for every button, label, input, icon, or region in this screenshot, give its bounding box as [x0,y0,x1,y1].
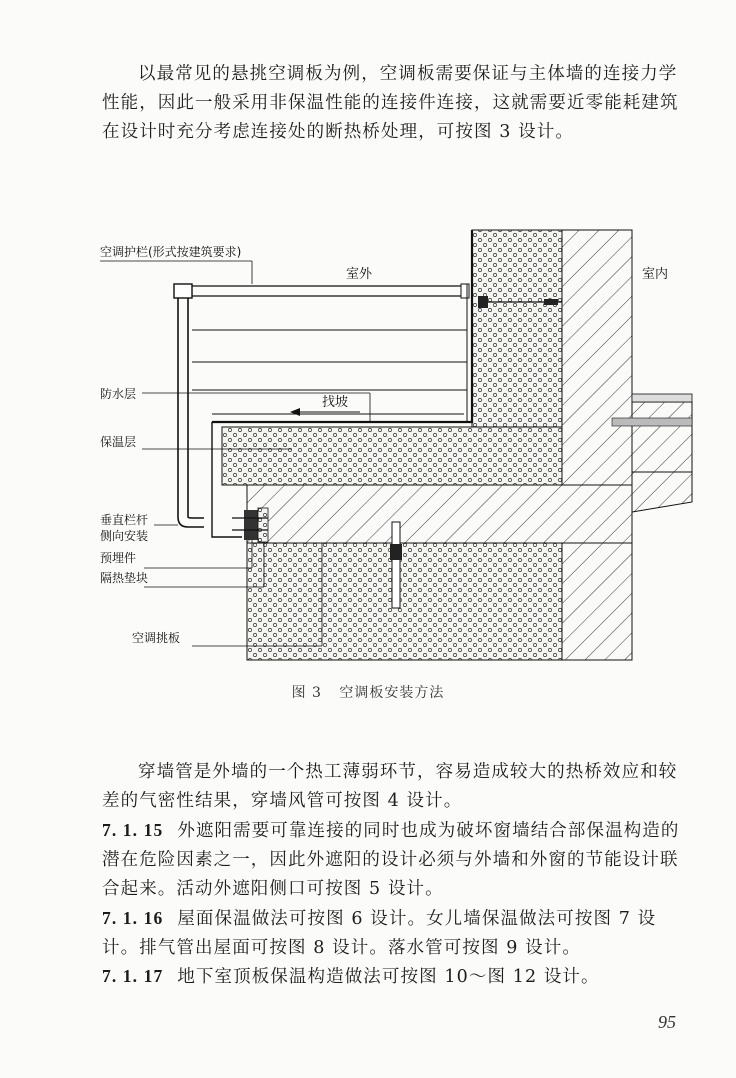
clause-number: 7. 1. 15 [102,820,164,840]
clause-text: 地下室顶板保温构造做法可按图 10～图 12 设计。 [177,967,600,987]
label-ac-slab: 空调挑板 [132,631,181,645]
paragraph-7-1-16 [102,904,692,963]
label-waterproof: 防水层 [100,387,137,401]
concrete-wall [562,230,632,660]
page-number: 95 [658,1012,676,1032]
paragraph-7-1-15 [102,816,692,904]
label-embedded-part: 预埋件 [100,551,137,565]
ac-slab-concrete [247,485,632,543]
railing-top-cap [174,284,192,298]
paragraph-wall-pipe: 穿墙管是外墙的一个热工薄弱环节，容易造成较大的热桥效应和较差的气密性结果，穿墙风管可按图 4 设计。 [102,762,678,811]
clause-number: 7. 1. 16 [102,908,164,928]
label-outdoor: 室外 [346,267,373,282]
label-vertical-rail-1: 垂直栏杆 [100,513,149,527]
slab-bottom-insulation [247,543,562,660]
thermal-pad [258,508,268,542]
label-indoor: 室内 [642,267,669,282]
paragraph-ac-slab: 以最常见的悬挑空调板为例，空调板需要保证与主体墙的连接力学性能，因此一般采用非保温性能的连接件连接，这就需要近零能耗建筑在设计时充分考虑连接处的断热桥处理，可按图 3 设计。 [102,64,679,142]
figure-caption [0,682,736,702]
label-slope: 找坡 [322,395,349,410]
drain-pipe [392,522,400,608]
label-thermal-pad: 隔热垫块 [100,571,149,585]
paragraph-7-1-17 [102,962,692,992]
clause-text: 屋面保温做法可按图 6 设计。女儿墙保温做法可按图 7 设计。排气管出屋面可按图 8 设计。落水管可按图 9 设计。 [102,909,657,958]
clause-text: 外遮阳需要可靠连接的同时也成为破坏窗墙结合部保温构造的潜在危险因素之一，因此外遮阳的设计必须与外墙和外窗的节能设计联合起来。活动外遮阳侧口可按图 5 设计。 [102,821,680,899]
caption-number: 图 3 [291,685,322,701]
label-vertical-rail-2: 侧向安装 [100,529,149,543]
floor-slab-indoor [632,402,692,472]
clause-number: 7. 1. 17 [102,966,164,986]
caption-text: 空调板安装方法 [339,685,445,701]
label-railing: 空调护栏(形式按建筑要求) [100,245,242,259]
slab-top-insulation [222,427,562,485]
ac-slab-detail-drawing [92,222,702,667]
label-insulation: 保温层 [100,435,137,449]
embedded-part [244,510,258,540]
